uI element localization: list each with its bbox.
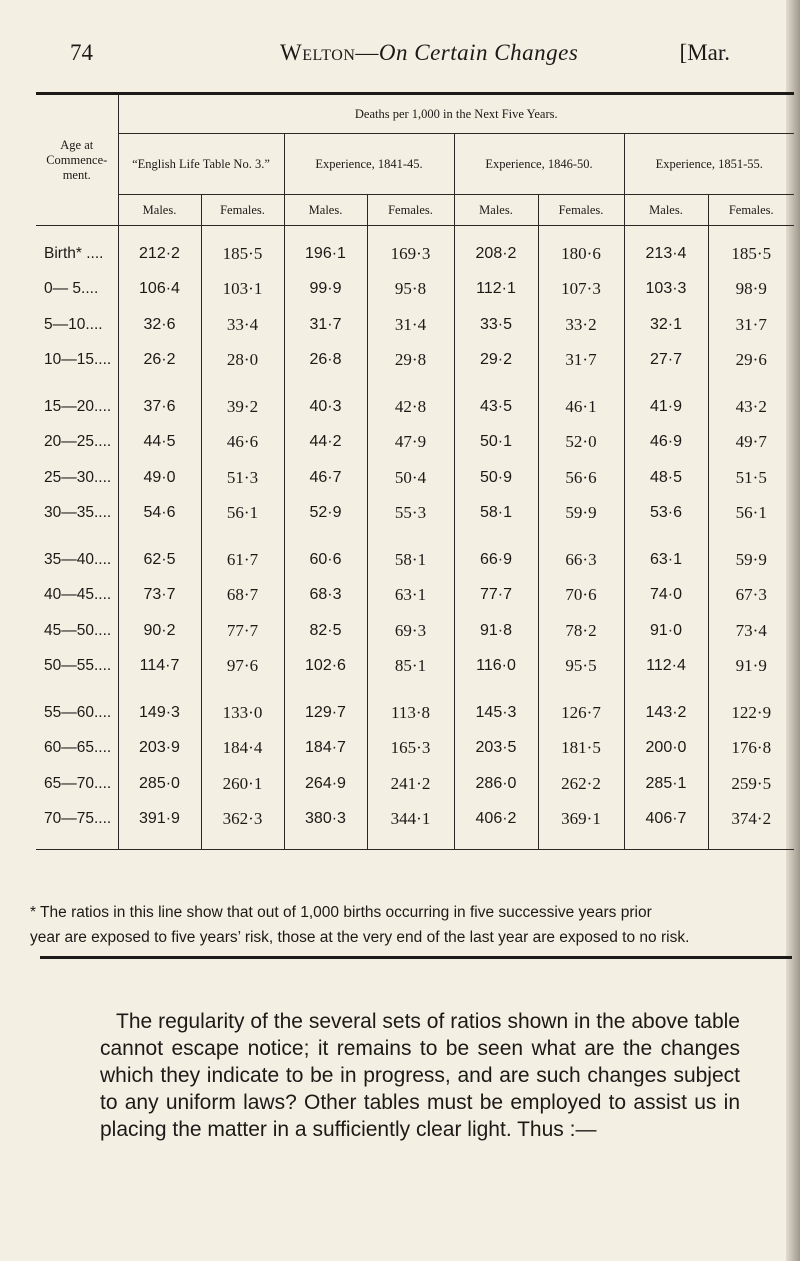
female-value-cell: 42·8 — [367, 378, 454, 425]
female-value-cell: 184·4 — [201, 731, 284, 767]
title-dash: — — [355, 40, 379, 65]
age-cell: 70—75.... — [36, 802, 118, 850]
subheader-females: Females. — [201, 195, 284, 226]
male-value-cell: 46·7 — [284, 460, 367, 496]
table-bottom-rule — [36, 849, 794, 850]
male-value-cell: 32·1 — [624, 307, 708, 343]
female-value-cell: 107·3 — [538, 272, 624, 308]
male-value-cell: 116·0 — [454, 649, 538, 685]
subheader-females: Females. — [708, 195, 794, 226]
female-value-cell: 362·3 — [201, 802, 284, 850]
age-cell: 65—70.... — [36, 766, 118, 802]
male-value-cell: 29·2 — [454, 343, 538, 379]
female-value-cell: 46·6 — [201, 425, 284, 461]
female-value-cell: 56·1 — [201, 496, 284, 532]
female-value-cell: 185·5 — [201, 226, 284, 272]
female-value-cell: 61·7 — [201, 531, 284, 578]
age-cell: 45—50.... — [36, 613, 118, 649]
female-value-cell: 98·9 — [735, 279, 767, 299]
female-value-cell: 43·2 — [735, 396, 767, 416]
male-value-cell: 31·7 — [284, 307, 367, 343]
male-value-cell: 60·6 — [284, 531, 367, 578]
female-value-cell: 91·9 — [735, 656, 767, 676]
age-cell: 50—55.... — [36, 649, 118, 685]
table-row — [36, 226, 794, 272]
table-row — [36, 731, 794, 767]
subheader-males: Males. — [624, 195, 708, 226]
female-value-cell: 103·1 — [201, 272, 284, 308]
male-value-cell: 91·8 — [454, 613, 538, 649]
male-value-cell: 46·9 — [624, 425, 708, 461]
female-value-cell: 180·6 — [538, 226, 624, 272]
male-value-cell: 49·0 — [118, 460, 201, 496]
female-value-cell: 77·7 — [201, 613, 284, 649]
male-value-cell: 48·5 — [624, 460, 708, 496]
table-row — [36, 649, 794, 685]
female-value-cell: 97·6 — [201, 649, 284, 685]
male-value-cell: 41·9 — [624, 378, 708, 425]
male-value-cell: 112·4 — [624, 649, 708, 685]
age-cell: 35—40.... — [36, 531, 118, 578]
age-column-header: Age at Commence-ment. — [36, 95, 118, 226]
table-row — [36, 684, 794, 731]
male-value-cell: 213·4 — [624, 226, 708, 272]
male-value-cell: 53·6 — [624, 496, 708, 532]
female-value-cell: 28·0 — [201, 343, 284, 379]
male-value-cell: 203·5 — [454, 731, 538, 767]
female-value-cell: 49·7 — [735, 432, 767, 452]
male-value-cell: 203·9 — [118, 731, 201, 767]
male-value-cell: 91·0 — [624, 613, 708, 649]
male-value-cell: 99·9 — [284, 272, 367, 308]
male-value-cell: 208·2 — [454, 226, 538, 272]
male-value-cell: 62·5 — [118, 531, 201, 578]
female-value-cell: 47·9 — [367, 425, 454, 461]
table-row — [36, 272, 794, 308]
table-row — [36, 378, 794, 425]
female-value-cell: 95·8 — [367, 272, 454, 308]
female-value-cell: 241·2 — [367, 766, 454, 802]
paragraph-text: The regularity of the several sets of ratios shown in the above table cannot escape notice; it remains to be seen what are the changes which they indicate to be in progress, and are such changes subject to any uniform laws? Other tables must be employed to assist us in placing the matter in a sufficiently clear light. Thus :— — [100, 1010, 740, 1141]
age-cell: Birth* .... — [36, 226, 118, 272]
page-number: 74 — [70, 40, 93, 65]
female-value-cell: 95·5 — [538, 649, 624, 685]
male-value-cell: 391·9 — [118, 802, 201, 850]
male-value-cell: 200·0 — [624, 731, 708, 767]
female-value-cell: 29·8 — [367, 343, 454, 379]
deaths-span-header: Deaths per 1,000 in the Next Five Years. — [118, 95, 794, 134]
female-value-cell: 68·7 — [201, 578, 284, 614]
age-cell: 15—20.... — [36, 378, 118, 425]
female-value-cell: 31·4 — [367, 307, 454, 343]
male-value-cell: 44·2 — [284, 425, 367, 461]
male-value-cell: 26·8 — [284, 343, 367, 379]
female-value-cell: 46·1 — [538, 378, 624, 425]
male-value-cell: 26·2 — [118, 343, 201, 379]
male-value-cell: 145·3 — [454, 684, 538, 731]
title-italic: On Certain Changes — [378, 40, 579, 65]
male-value-cell: 40·3 — [284, 378, 367, 425]
subheader-females: Females. — [538, 195, 624, 226]
female-value-cell: 260·1 — [201, 766, 284, 802]
age-cell: 60—65.... — [36, 731, 118, 767]
male-value-cell: 212·2 — [118, 226, 201, 272]
table-row — [36, 531, 794, 578]
male-value-cell: 285·0 — [118, 766, 201, 802]
female-value-cell: 70·6 — [538, 578, 624, 614]
subheader-males: Males. — [454, 195, 538, 226]
female-value-cell: 55·3 — [367, 496, 454, 532]
group-header-1846-50: Experience, 1846-50. — [454, 134, 624, 195]
female-value-cell: 344·1 — [367, 802, 454, 850]
male-value-cell: 406·7 — [624, 802, 708, 850]
age-cell: 40—45.... — [36, 578, 118, 614]
male-value-cell: 112·1 — [454, 272, 538, 308]
table-row — [36, 460, 794, 496]
male-value-cell: 90·2 — [118, 613, 201, 649]
female-value-cell: 31·7 — [538, 343, 624, 379]
male-value-cell: 380·3 — [284, 802, 367, 850]
male-value-cell: 114·7 — [118, 649, 201, 685]
male-value-cell: 106·4 — [118, 272, 201, 308]
female-value-cell: 85·1 — [367, 649, 454, 685]
author-name: Welton — [280, 40, 356, 65]
age-cell: 10—15.... — [36, 343, 118, 379]
female-value-cell: 51·3 — [201, 460, 284, 496]
female-value-cell: 33·2 — [538, 307, 624, 343]
table-row — [36, 578, 794, 614]
female-value-cell: 31·7 — [735, 314, 767, 334]
table-row — [36, 613, 794, 649]
male-value-cell: 32·6 — [118, 307, 201, 343]
female-value-cell: 51·5 — [735, 467, 767, 487]
male-value-cell: 286·0 — [454, 766, 538, 802]
female-value-cell: 63·1 — [367, 578, 454, 614]
male-value-cell: 74·0 — [624, 578, 708, 614]
running-head — [70, 40, 730, 70]
male-value-cell: 58·1 — [454, 496, 538, 532]
male-value-cell: 103·3 — [624, 272, 708, 308]
female-value-cell: 52·0 — [538, 425, 624, 461]
male-value-cell: 77·7 — [454, 578, 538, 614]
age-cell: 55—60.... — [36, 684, 118, 731]
female-value-cell: 374·2 — [731, 809, 772, 829]
month-label: [Mar. — [679, 40, 730, 65]
female-value-cell: 78·2 — [538, 613, 624, 649]
table-row — [36, 343, 794, 379]
female-value-cell: 29·6 — [735, 350, 767, 370]
table-row — [36, 307, 794, 343]
female-value-cell: 56·1 — [735, 503, 767, 523]
female-value-cell: 259·5 — [731, 773, 772, 793]
male-value-cell: 406·2 — [454, 802, 538, 850]
female-value-cell: 59·9 — [735, 549, 767, 569]
male-value-cell: 82·5 — [284, 613, 367, 649]
male-value-cell: 73·7 — [118, 578, 201, 614]
female-value-cell: 122·9 — [731, 702, 772, 722]
male-value-cell: 44·5 — [118, 425, 201, 461]
male-value-cell: 68·3 — [284, 578, 367, 614]
table-row — [36, 496, 794, 532]
female-value-cell: 69·3 — [367, 613, 454, 649]
female-value-cell: 59·9 — [538, 496, 624, 532]
female-value-cell: 126·7 — [538, 684, 624, 731]
male-value-cell: 37·6 — [118, 378, 201, 425]
female-value-cell: 176·8 — [731, 738, 772, 758]
subheader-males: Males. — [118, 195, 201, 226]
male-value-cell: 52·9 — [284, 496, 367, 532]
female-value-cell: 113·8 — [367, 684, 454, 731]
group-header-1851-55: Experience, 1851-55. — [624, 134, 794, 195]
female-value-cell: 33·4 — [201, 307, 284, 343]
running-title — [280, 40, 578, 66]
age-cell: 5—10.... — [36, 307, 118, 343]
age-cell: 30—35.... — [36, 496, 118, 532]
body-paragraph — [100, 1008, 740, 1143]
female-value-cell: 185·5 — [731, 243, 772, 263]
female-value-cell: 369·1 — [538, 802, 624, 850]
female-value-cell: 165·3 — [367, 731, 454, 767]
table-body — [36, 226, 794, 850]
male-value-cell: 66·9 — [454, 531, 538, 578]
male-value-cell: 63·1 — [624, 531, 708, 578]
male-value-cell: 149·3 — [118, 684, 201, 731]
section-rule — [40, 956, 792, 959]
subheader-females: Females. — [367, 195, 454, 226]
female-value-cell: 73·4 — [735, 620, 767, 640]
male-value-cell: 43·5 — [454, 378, 538, 425]
footnote-line-2: year are exposed to five years’ risk, those at the very end of the last year are exposed to no risk. — [30, 929, 690, 946]
subheader-males: Males. — [284, 195, 367, 226]
footnote — [30, 900, 790, 950]
female-value-cell: 133·0 — [201, 684, 284, 731]
male-value-cell: 102·6 — [284, 649, 367, 685]
age-cell: 20—25.... — [36, 425, 118, 461]
female-value-cell: 58·1 — [367, 531, 454, 578]
female-value-cell: 181·5 — [538, 731, 624, 767]
group-header-1841-45: Experience, 1841-45. — [284, 134, 454, 195]
female-value-cell: 169·3 — [367, 226, 454, 272]
female-value-cell: 262·2 — [538, 766, 624, 802]
footnote-line-1: * The ratios in this line show that out of 1,000 births occurring in five successive years prior — [30, 904, 652, 921]
table-row — [36, 766, 794, 802]
male-value-cell: 50·1 — [454, 425, 538, 461]
female-value-cell: 66·3 — [538, 531, 624, 578]
age-cell: 25—30.... — [36, 460, 118, 496]
table-row — [36, 425, 794, 461]
male-value-cell: 196·1 — [284, 226, 367, 272]
male-value-cell: 143·2 — [624, 684, 708, 731]
mortality-table — [36, 92, 794, 850]
male-value-cell: 50·9 — [454, 460, 538, 496]
table-row — [36, 802, 794, 850]
male-value-cell: 264·9 — [284, 766, 367, 802]
male-value-cell: 184·7 — [284, 731, 367, 767]
male-value-cell: 54·6 — [118, 496, 201, 532]
female-value-cell: 50·4 — [367, 460, 454, 496]
male-value-cell: 129·7 — [284, 684, 367, 731]
group-header-english-life-table: “English Life Table No. 3.” — [118, 134, 284, 195]
female-value-cell: 56·6 — [538, 460, 624, 496]
age-cell: 0— 5.... — [36, 272, 118, 308]
female-value-cell: 39·2 — [201, 378, 284, 425]
male-value-cell: 33·5 — [454, 307, 538, 343]
male-value-cell: 285·1 — [624, 766, 708, 802]
female-value-cell: 67·3 — [735, 585, 767, 605]
male-value-cell: 27·7 — [624, 343, 708, 379]
